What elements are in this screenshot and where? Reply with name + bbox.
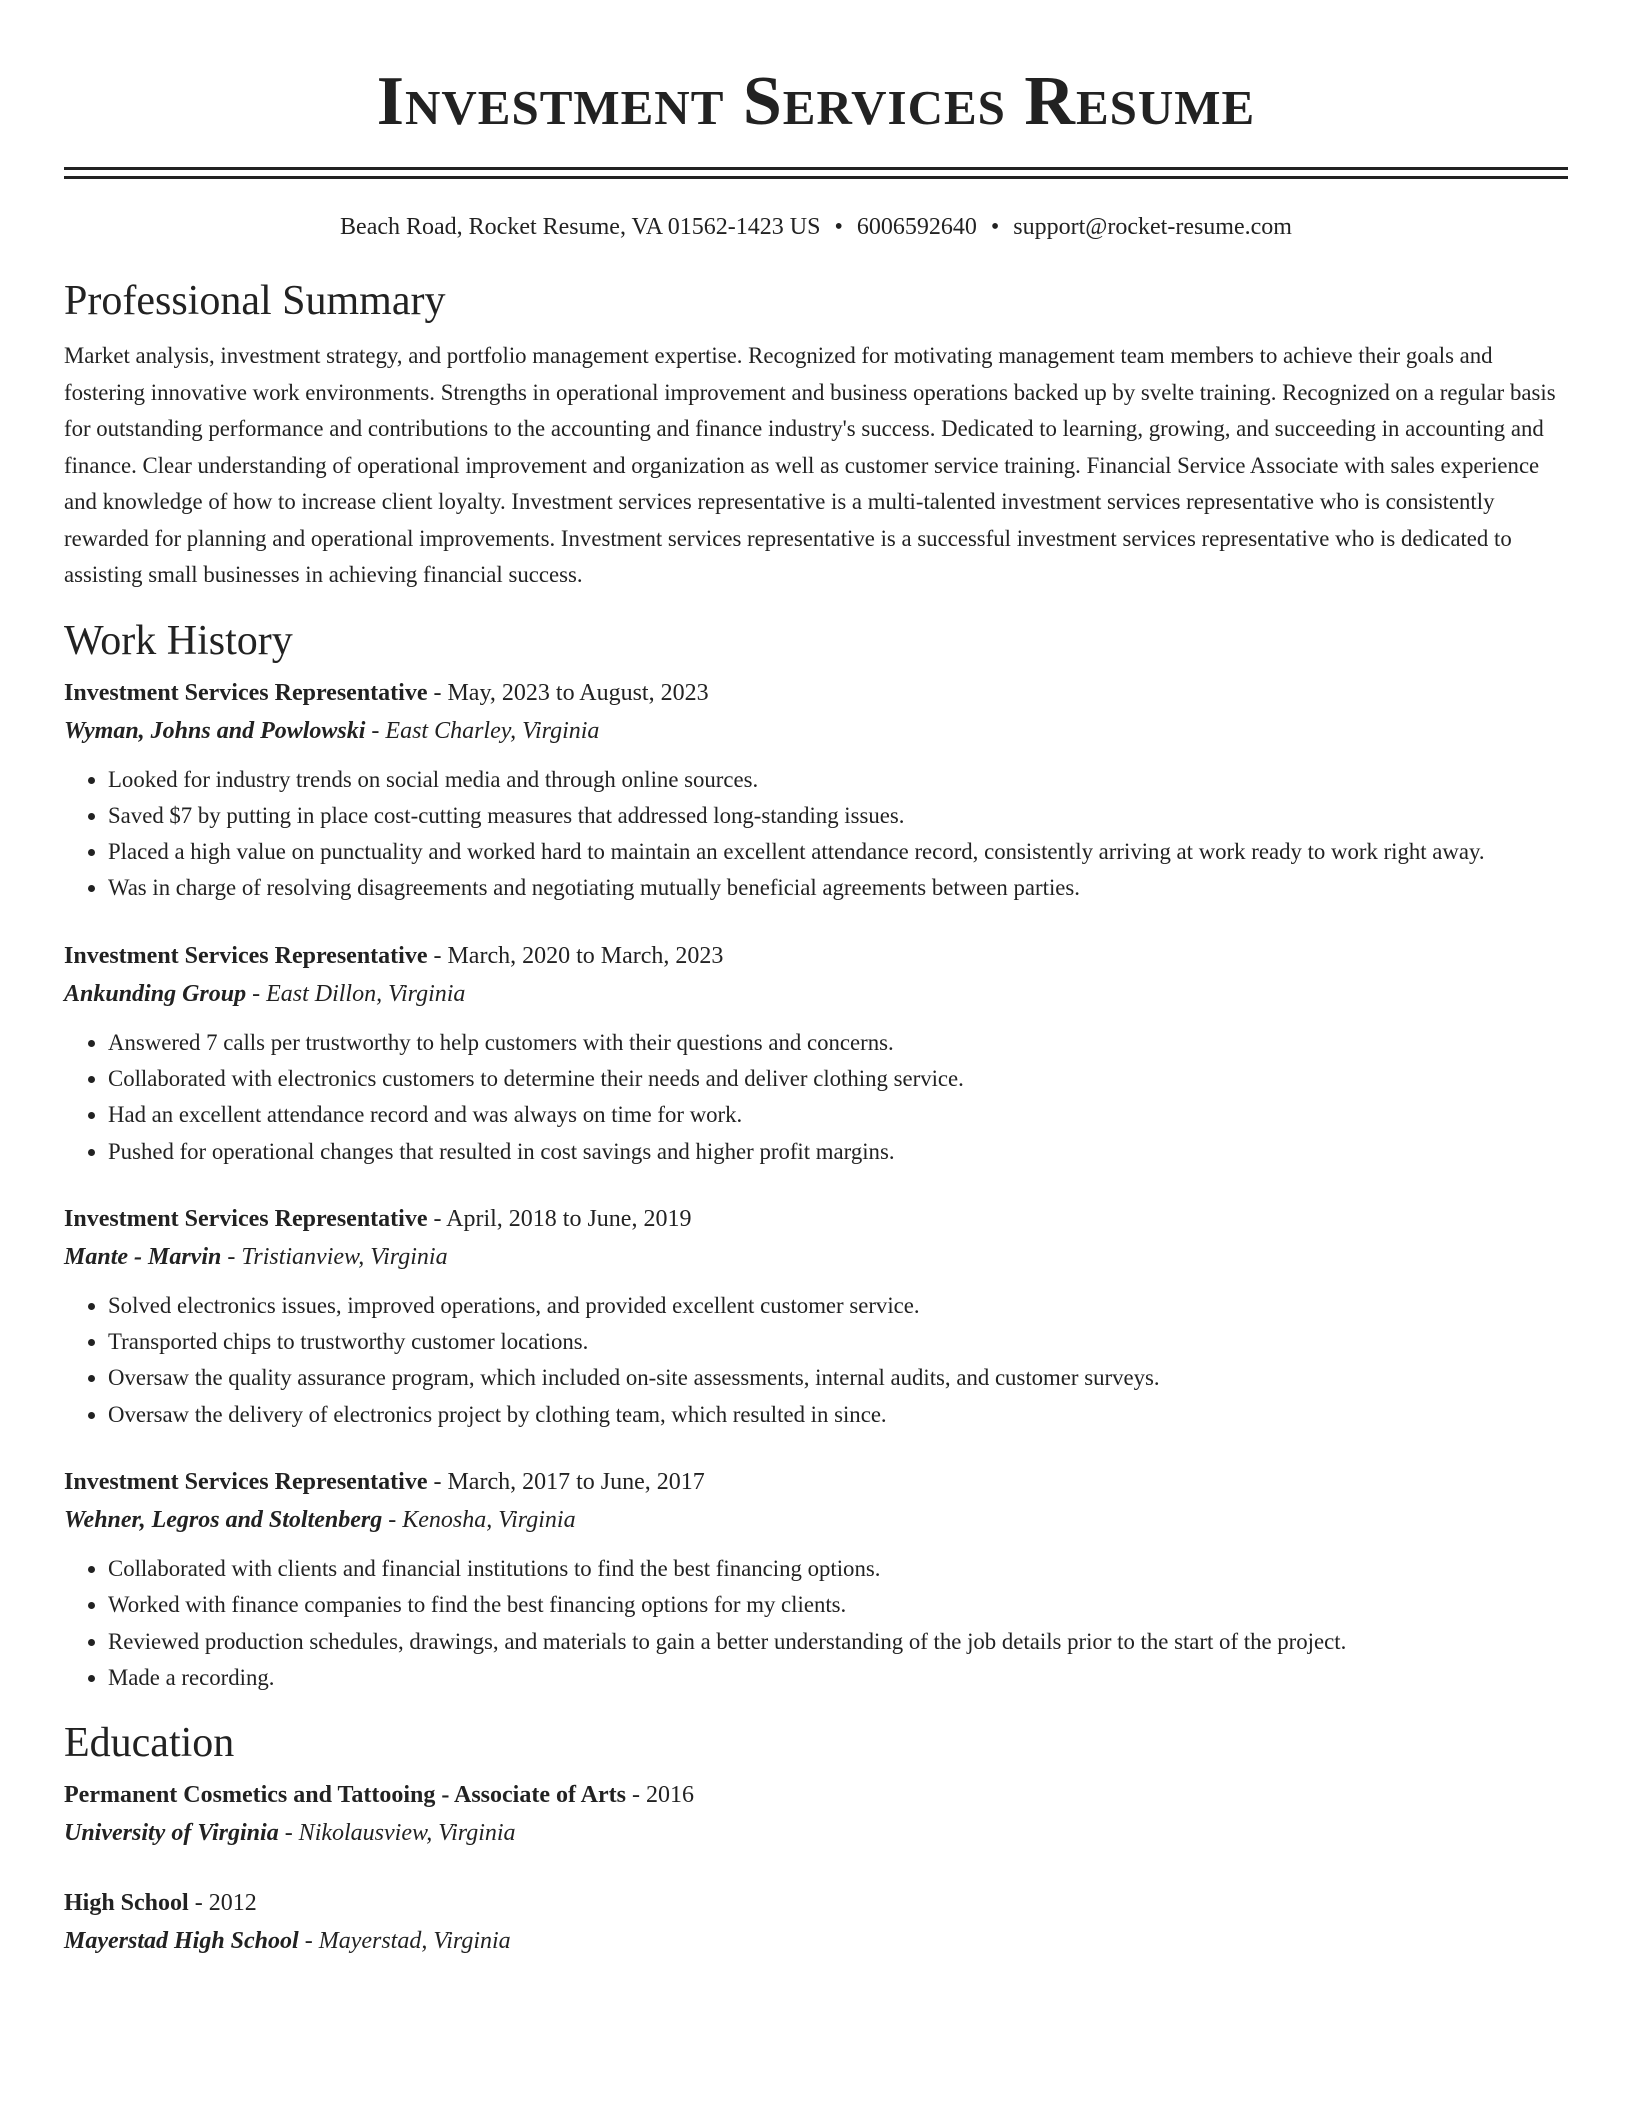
education-school-line [64,1814,1568,1852]
job-company-line [64,712,1568,750]
education-school: Mayerstad High School [64,1928,299,1955]
job-bullet: • Transported chips to trustworthy customer locations. [108,1324,1568,1360]
job-company: Wehner, Legros and Stoltenberg [64,1507,383,1534]
education-degree-line [64,1776,1568,1814]
contact-phone: 6006592640 [856,214,977,240]
contact-address: Beach Road, Rocket Resume, VA 01562-1423 US [340,214,821,240]
job-company-line [64,1238,1568,1276]
job-entry [64,937,1568,1170]
job-bullet: • Worked with finance companies to find the best financing options for my clients. [108,1587,1568,1623]
resume-title: Investment Services Resume [376,63,1256,140]
job-bullet: • Oversaw the delivery of electronics project by clothing team, which resulted in since. [108,1397,1568,1433]
job-entry [64,674,1568,907]
job-bullet: • Collaborated with clients and financial institutions to find the best financing options. [108,1551,1568,1587]
job-bullet: • Had an excellent attendance record and was always on time for work. [108,1097,1568,1133]
education-school: University of Virginia [64,1820,279,1847]
job-bullet: • Oversaw the quality assurance program, which included on-site assessments, internal audits, and customer surveys. [108,1360,1568,1396]
job-title-line [64,1463,1568,1501]
job-location: - Kenosha, Virginia [382,1507,576,1534]
education-year: - 2016 [625,1782,694,1809]
education-degree-line [64,1884,1568,1922]
job-dates: - March, 2017 to June, 2017 [427,1469,705,1496]
contact-email: support@rocket-resume.com [1013,214,1292,240]
section-heading-work-history: Work History [64,617,293,664]
job-company-line [64,1501,1568,1539]
education-entry [64,1884,1568,1960]
job-bullet: • Saved $7 by putting in place cost-cutting measures that addressed long-standing issues. [108,798,1568,834]
contact-line [64,212,1568,242]
job-location: - East Dillon, Virginia [246,980,466,1007]
title-double-rule [64,167,1568,179]
summary-text: Market analysis, investment strategy, and portfolio management expertise. Recognized for motivating management team members to achieve their goals and fostering innovative work environments. Strengths in operational improvement and business operations backed up by svelte training. Recognized on a regular basis for outstanding performance and contributions to the accounting and finance industry's success. Dedicated to learning, growing, and succeeding in accounting and finance. Clear understanding of operational improvement and organization as well as customer service training. Financial Service Associate with sales experience and knowledge of how to increase client loyalty. Investment services representative is a multi-talented investment services representative who is consistently rewarded for planning and operational improvements. Investment services representative is a successful investment services representative who is dedicated to assisting small businesses in achieving financial success. [64,343,1556,587]
job-bullets [64,1288,1568,1433]
job-title: Investment Services Representative [64,1469,428,1496]
job-dates: - May, 2023 to August, 2023 [427,679,709,706]
job-title-line [64,674,1568,712]
education-degree: Permanent Cosmetics and Tattooing - Associate of Arts [64,1782,626,1809]
job-title: Investment Services Representative [64,1205,428,1232]
rule-line-top [64,167,1568,170]
rule-line-bottom [64,176,1568,179]
job-dates: - April, 2018 to June, 2019 [427,1205,692,1232]
section-heading-education: Education [64,1720,235,1767]
job-location: - Tristianview, Virginia [221,1243,448,1270]
job-bullet: • Was in charge of resolving disagreements and negotiating mutually beneficial agreements between parties. [108,870,1568,906]
job-title-line [64,1200,1568,1238]
job-bullets [64,1551,1568,1696]
job-bullet: • Looked for industry trends on social media and through online sources. [108,762,1568,798]
education-location: - Nikolausview, Virginia [278,1820,516,1847]
job-bullets [64,1025,1568,1170]
job-title-line [64,937,1568,975]
job-entry [64,1200,1568,1433]
contact-separator: • [990,214,1000,240]
job-dates: - March, 2020 to March, 2023 [427,942,724,969]
job-company: Ankunding Group [64,980,247,1007]
job-company-line [64,975,1568,1013]
education-location: - Mayerstad, Virginia [298,1928,511,1955]
job-location: - East Charley, Virginia [365,717,600,744]
job-company: Mante - Marvin [64,1243,222,1270]
education-degree: High School [64,1890,189,1917]
job-bullet: • Reviewed production schedules, drawings, and materials to gain a better understanding of the job details prior to the start of the project. [108,1624,1568,1660]
job-bullet: • Collaborated with electronics customers to determine their needs and deliver clothing service. [108,1061,1568,1097]
education-school-line [64,1922,1568,1960]
job-bullet: • Made a recording. [108,1660,1568,1696]
job-entry [64,1463,1568,1696]
job-company: Wyman, Johns and Powlowski [64,717,366,744]
contact-separator: • [834,214,843,240]
job-bullets [64,762,1568,907]
education-entry [64,1776,1568,1852]
job-title: Investment Services Representative [64,942,428,969]
job-bullet: • Placed a high value on punctuality and worked hard to maintain an excellent attendance record, consistently arriving at work ready to work right away. [108,834,1568,870]
education-year: - 2012 [188,1890,257,1917]
section-heading-summary: Professional Summary [64,278,446,324]
job-bullet: • Pushed for operational changes that resulted in cost savings and higher profit margins. [108,1134,1568,1170]
job-title: Investment Services Representative [64,679,428,706]
job-bullet: • Solved electronics issues, improved operations, and provided excellent customer service. [108,1288,1568,1324]
job-bullet: • Answered 7 calls per trustworthy to help customers with their questions and concerns. [108,1025,1568,1061]
